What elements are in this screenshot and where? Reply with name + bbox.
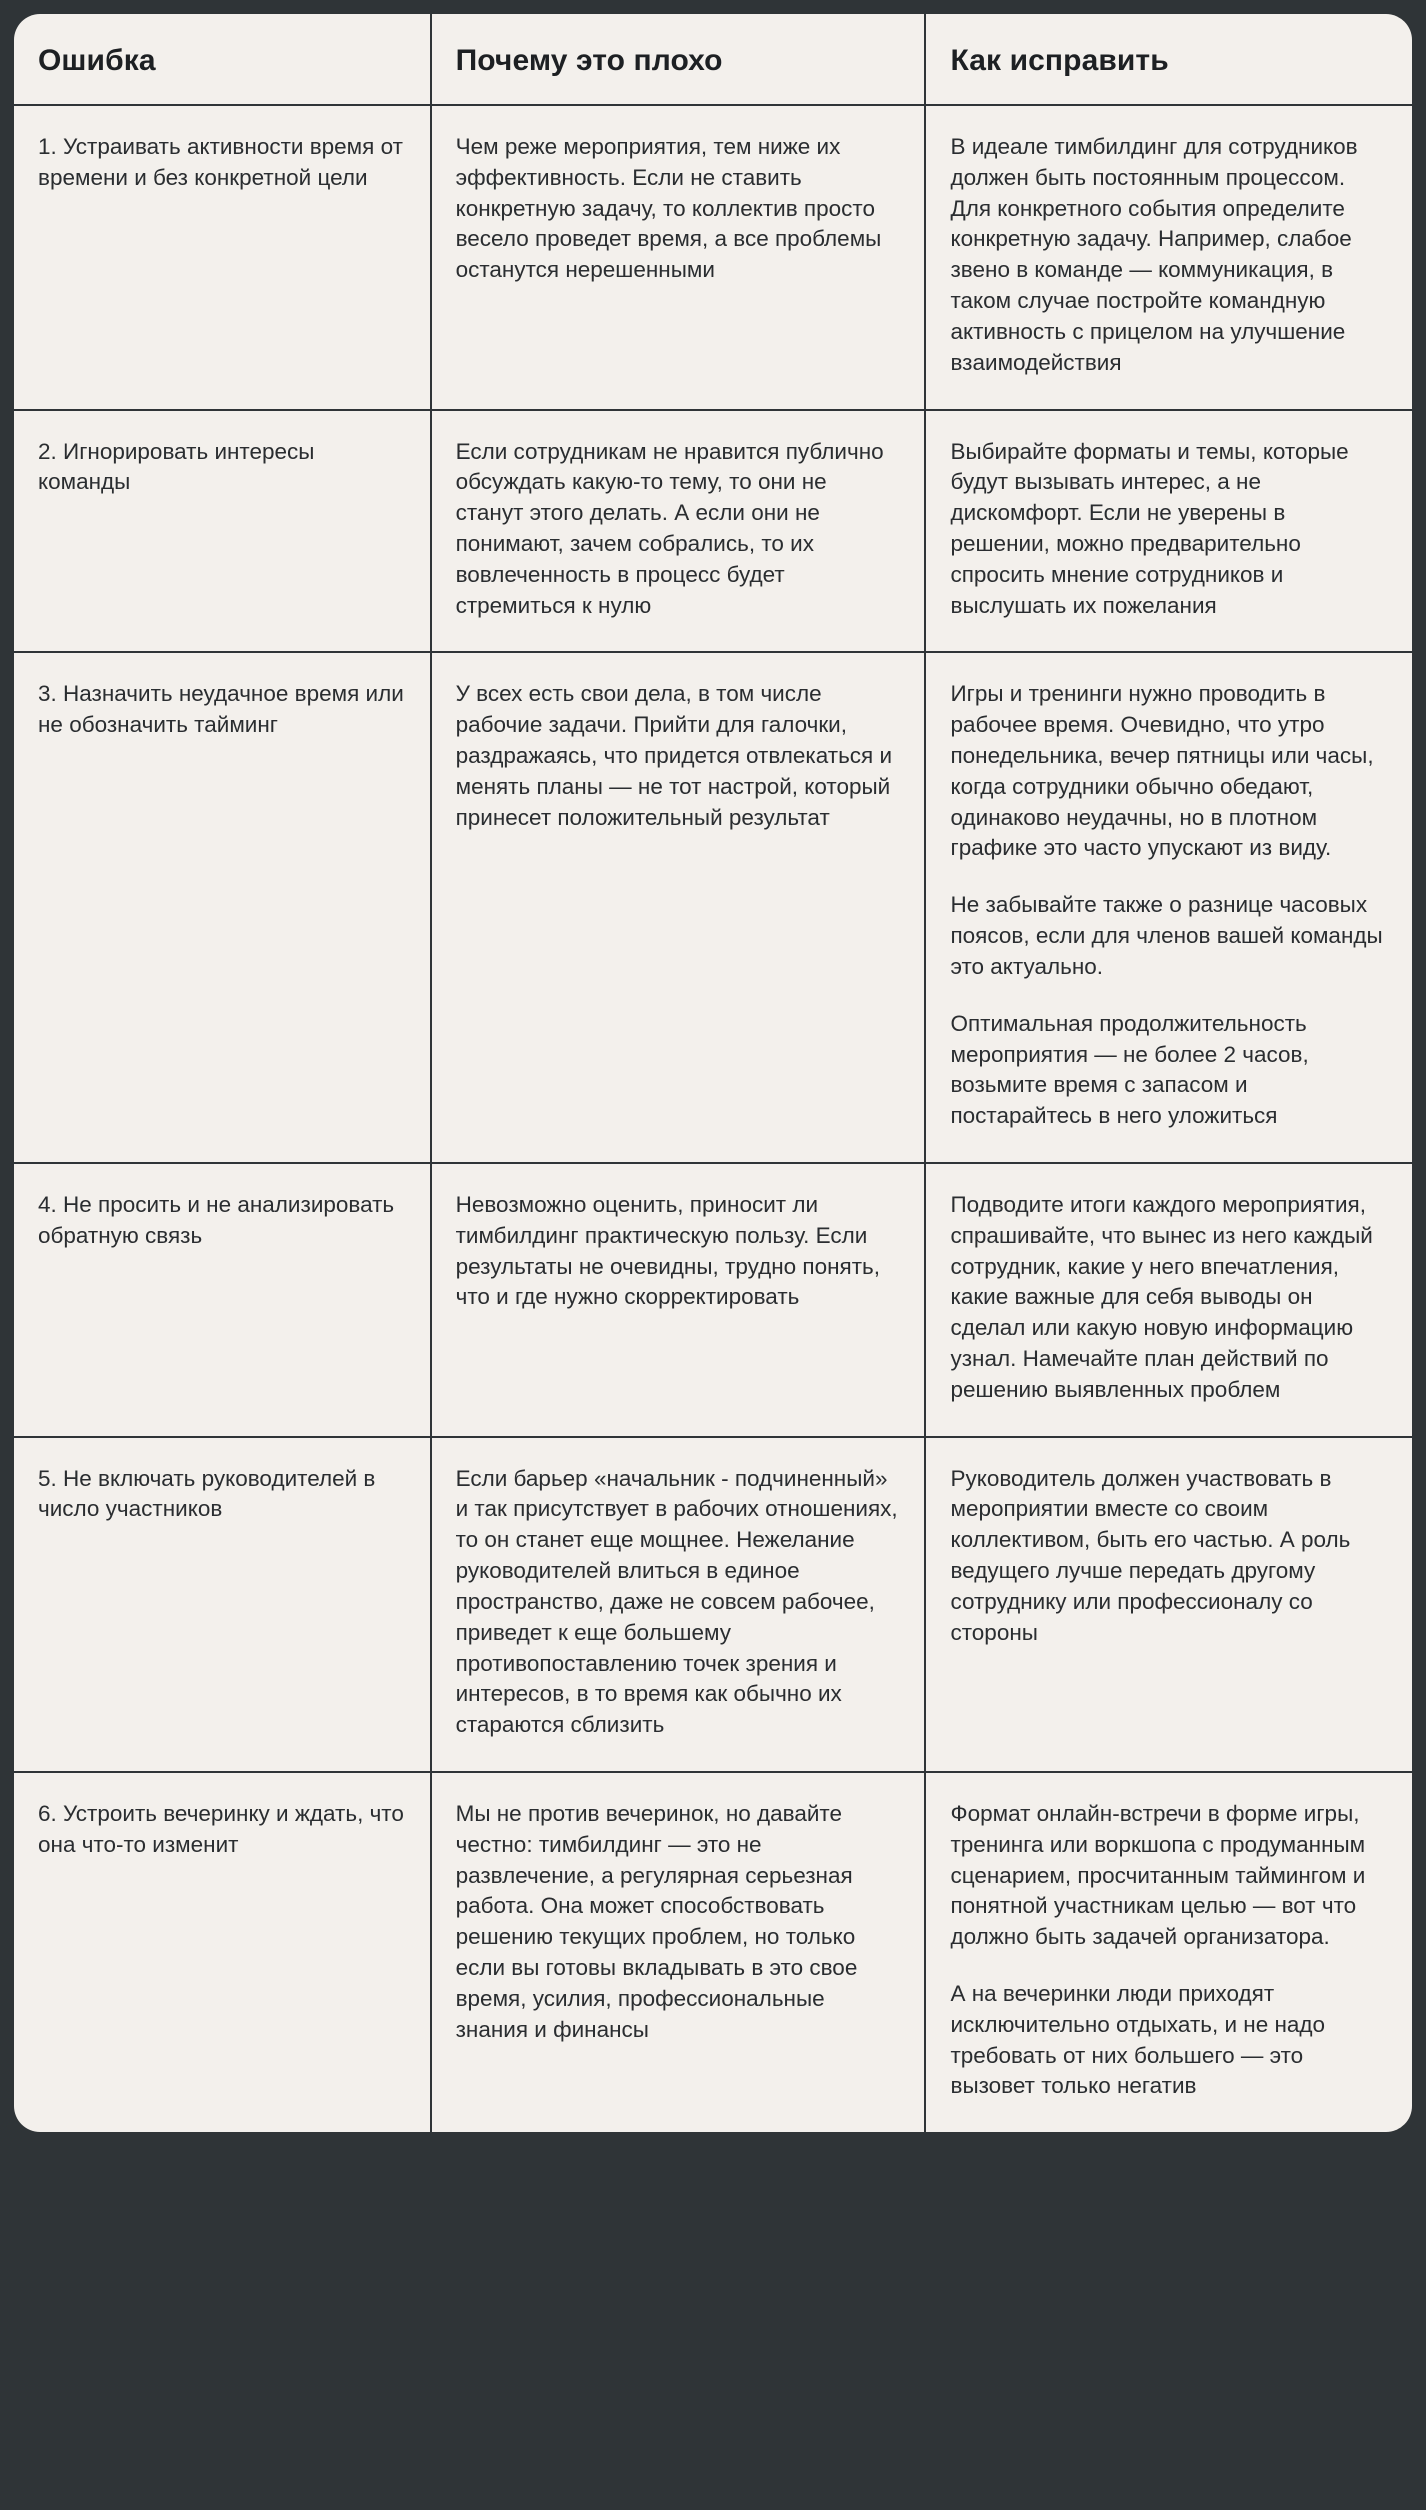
cell-paragraph: Если сотрудникам не нравится публично обсуждать какую-то тему, то они не станут этого делать. А если они не понимают, зачем собрались, то их вовлеченность в процесс будет стремиться к нулю [455,438,884,618]
table-row [14,105,1412,410]
cell-fix [925,410,1412,653]
cell-paragraph: Руководитель должен участвовать в мероприятии вместе со своим коллективом, быть его частью. А роль ведущего лучше передать другому сотруднику или профессионалу со стороны [950,1465,1351,1645]
table-row [14,1163,1412,1437]
table-row [14,1437,1412,1772]
cell-fix [925,1437,1412,1772]
cell-mistake: 1. Устраивать активности время от времени и без конкретной цели [14,105,431,410]
cell-why [431,1163,926,1437]
cell-paragraph: У всех есть свои дела, в том числе рабочие задачи. Прийти для галочки, раздражаясь, что придется отвлекаться и менять планы — не тот настрой, который принесет положительный результат [455,681,893,830]
table-row [14,652,1412,1163]
cell-why [431,105,926,410]
cell-paragraph: Подводите итоги каждого мероприятия, спрашивайте, что вынес из него каждый сотрудник, какие у него впечатления, какие важные для себя выводы он сделал или какую новую информацию узнал. Намечайте план действий по решению выявленных проблем [950,1191,1373,1402]
cell-fix [925,652,1412,1163]
cell-paragraph: Оптимальная продолжительность мероприятия — не более 2 часов, возьмите время с запасом и постарайтесь в него уложиться [950,1010,1309,1129]
cell-paragraph: Не забывайте также о разнице часовых поясов, если для членов вашей команды это актуально. [950,892,1383,979]
table-head [14,14,1412,105]
table-body [14,105,1412,2132]
cell-fix [925,1163,1412,1437]
cell-paragraph: Формат онлайн-встречи в форме игры, тренинга или воркшопа с продуманным сценарием, просчитанным таймингом и понятной участникам целью — вот что должно быть задачей организатора. [950,1800,1366,1950]
cell-mistake: 3. Назначить неудачное время или не обозначить тайминг [14,652,431,1163]
cell-fix [925,1772,1412,2132]
mistakes-table-card [14,14,1412,2132]
cell-paragraph: Если барьер «начальник - подчиненный» и так присутствует в рабочих отношениях, то он станет еще мощнее. Нежелание руководителей влиться в единое пространство, даже не совсем рабочее, приведет к еще большему противопоставлению точек зрения и интересов, в то время как обычно их стараются сблизить [455,1465,898,1738]
column-header-fix: Как исправить [925,14,1412,105]
cell-mistake: 6. Устроить вечеринку и ждать, что она что-то изменит [14,1772,431,2132]
column-header-why: Почему это плохо [431,14,926,105]
cell-why [431,1437,926,1772]
cell-paragraph: Невозможно оценить, приносит ли тимбилдинг практическую пользу. Если результаты не очевидны, трудно понять, что и где нужно скорректировать [455,1191,881,1310]
cell-paragraph: А на вечеринки люди приходят исключительно отдыхать, и не надо требовать от них большего — это вызовет только негатив [950,1981,1326,2099]
mistakes-table [14,14,1412,2132]
table-header-row [14,14,1412,105]
cell-why [431,652,926,1163]
cell-fix [925,105,1412,410]
table-row [14,1772,1412,2132]
cell-mistake: 4. Не просить и не анализировать обратную связь [14,1163,431,1437]
cell-why [431,410,926,653]
cell-paragraph: Выбирайте форматы и темы, которые будут вызывать интерес, а не дискомфорт. Если не уверены в решении, можно предварительно спросить мнение сотрудников и выслушать их пожелания [950,438,1349,618]
table-row [14,410,1412,653]
cell-paragraph: Мы не против вечеринок, но давайте честно: тимбилдинг — это не развлечение, а регулярная серьезная работа. Она может способствовать решению текущих проблем, но только если вы готовы вкладывать в это свое время, усилия, профессиональные знания и финансы [455,1800,858,2042]
column-header-mistake: Ошибка [38,44,156,77]
cell-paragraph: Игры и тренинги нужно проводить в рабочее время. Очевидно, что утро понедельника, вечер пятницы или часы, когда сотрудники обычно обедают, одинаково неудачны, но в плотном графике это часто упускают из виду. [950,681,1374,861]
cell-paragraph: В идеале тимбилдинг для сотрудников должен быть постоянным процессом. Для конкретного события определите конкретную задачу. Например, слабое звено в команде — коммуникация, в таком случае постройте командную активность с прицелом на улучшение взаимодействия [950,134,1358,375]
cell-mistake: 5. Не включать руководителей в число участников [14,1437,431,1772]
cell-paragraph: Чем реже мероприятия, тем ниже их эффективность. Если не ставить конкретную задачу, то коллектив просто весело проведет время, а все проблемы останутся нерешенными [455,134,882,283]
cell-mistake: 2. Игнорировать интересы команды [14,410,431,653]
cell-why [431,1772,926,2132]
